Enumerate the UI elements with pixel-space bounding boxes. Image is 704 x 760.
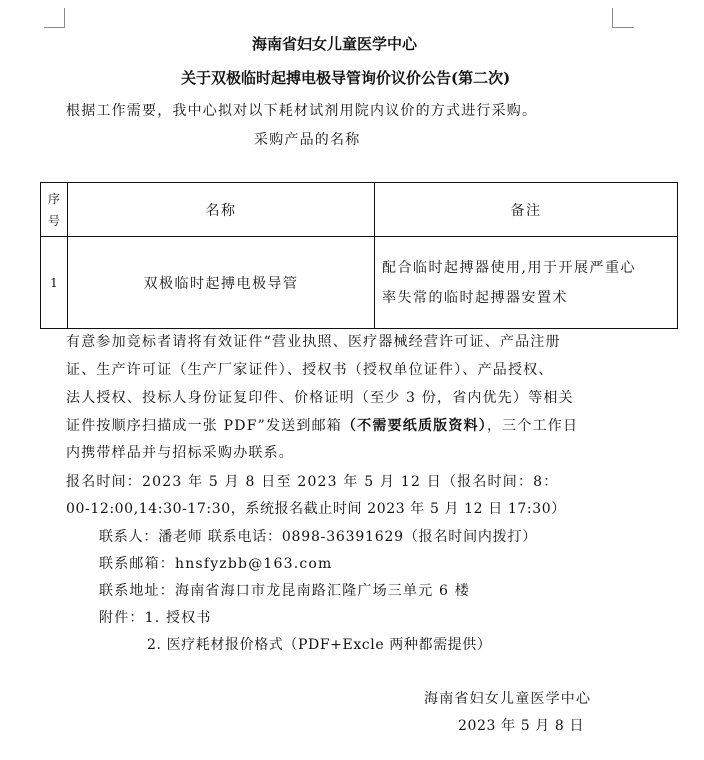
requirements-no-paper-note: （不需要纸质版资料）	[341, 418, 487, 434]
requirements-line-1: 有意参加竞标者请将有效证件“营业执照、医疗器械经营许可证、产品注册	[66, 334, 561, 350]
notice-title: 关于双极临时起搏电极导管询价议价公告(第二次)	[181, 69, 511, 87]
header-index-line1: 序	[47, 191, 60, 206]
registration-line-2: 00-12:00,14:30-17:30，系统报名截止时间 2023 年 5 月 12 日 17:30）	[66, 501, 566, 517]
crop-mark-top-right-horizontal	[612, 27, 634, 28]
row-note-line1: 配合临时起搏器使用,用于开展严重心	[382, 259, 636, 276]
product-heading: 采购产品的名称	[254, 132, 361, 148]
intro-paragraph: 根据工作需要，我中心拟对以下耗材试剂用院内议价的方式进行采购。	[66, 103, 538, 119]
product-table	[40, 182, 678, 329]
requirements-line-3: 法人授权、投标人身份证复印件、价格证明（至少 3 份，省内优先）等相关	[66, 390, 574, 406]
requirements-line-4-a: 证件按顺序扫描成一张 PDF”发送到邮箱	[66, 418, 342, 434]
row-name: 双极临时起搏电极导管	[68, 237, 375, 329]
row-index: 1	[41, 237, 68, 329]
attachments-line-2: 2. 医疗耗材报价格式（PDF+Excle 两种都需提供）	[147, 637, 492, 653]
registration-line-1: 报名时间：2023 年 5 月 8 日至 2023 年 5 月 12 日（报名时间：8：	[66, 474, 559, 490]
header-index	[41, 183, 68, 237]
requirements-line-2: 证、生产许可证（生产厂家证件）、授权书（授权单位证件）、产品授权、	[66, 362, 554, 378]
header-index-line2: 号	[47, 213, 60, 228]
attachments-line-1: 附件：1. 授权书	[99, 610, 212, 626]
requirements-line-5: 内携带样品并与招标采购办联系。	[66, 445, 294, 461]
org-title: 海南省妇女儿童医学中心	[252, 35, 418, 53]
signature-org: 海南省妇女儿童医学中心	[424, 691, 592, 707]
contact-person: 联系人：潘老师 联系电话：0898-36391629（报名时间内拨打）	[99, 529, 538, 545]
requirements-line-4-c: ，三个工作日	[486, 418, 579, 434]
signature-date: 2023 年 5 月 8 日	[458, 718, 585, 734]
header-note: 备注	[375, 183, 678, 237]
table-header-row	[41, 183, 678, 237]
crop-mark-top-left-horizontal	[44, 27, 65, 28]
contact-email: 联系邮箱：hnsfyzbb@163.com	[99, 556, 333, 572]
crop-mark-top-left-vertical	[64, 8, 65, 28]
row-note-line2: 率失常的临时起搏器安置术	[382, 289, 568, 306]
table-row	[41, 237, 678, 329]
requirements-line-4	[66, 419, 578, 433]
crop-mark-top-right-vertical	[612, 8, 613, 28]
row-note	[375, 237, 678, 329]
contact-address: 联系地址：海南省海口市龙昆南路汇隆广场三单元 6 楼	[99, 583, 471, 599]
header-name: 名称	[68, 183, 375, 237]
